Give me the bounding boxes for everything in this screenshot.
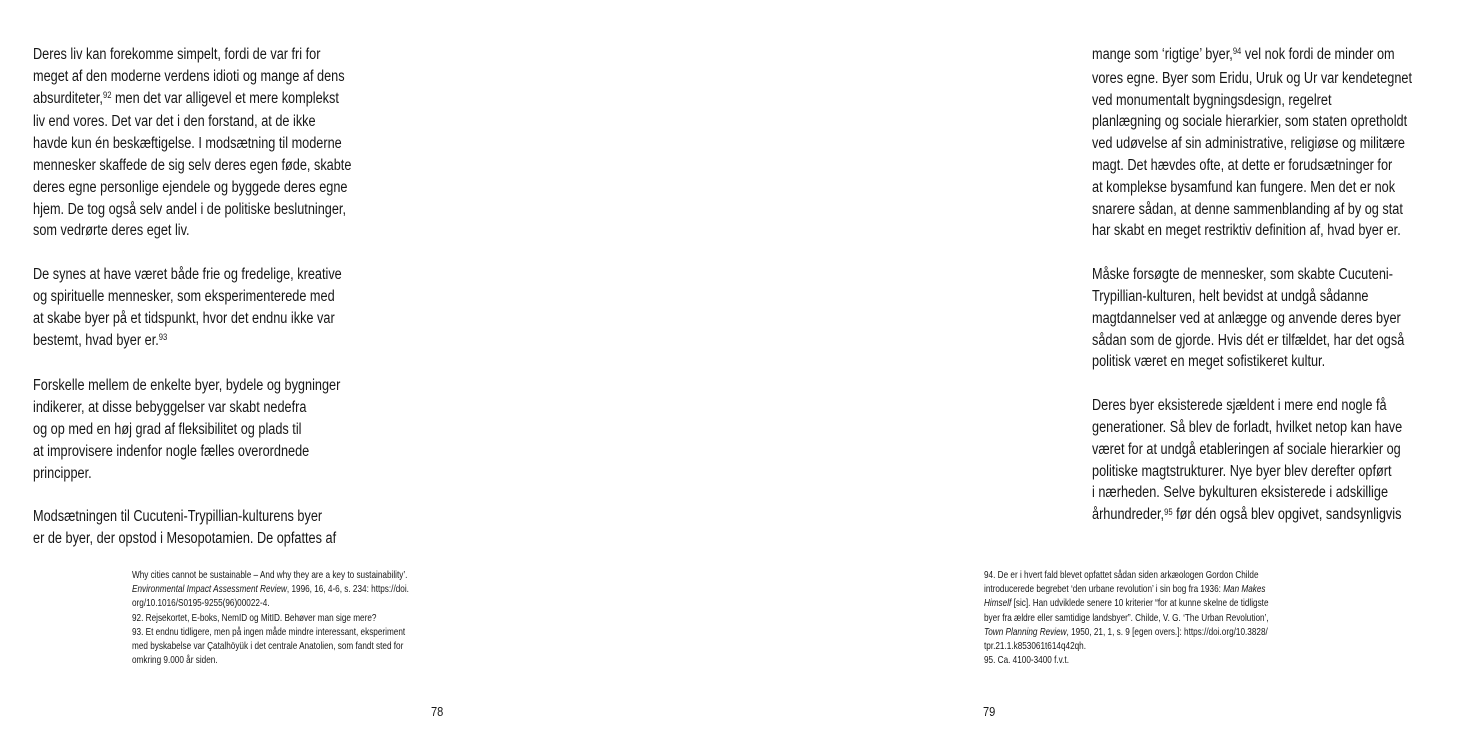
paragraph <box>33 44 410 242</box>
text-line: De synes at have været både frie og fredelige, kreative <box>33 266 342 284</box>
text-line: Deres byer eksisterede sjældent i mere end nogle få <box>1092 397 1387 415</box>
text-line: org/10.1016/S0195-9255(96)00022-4. <box>132 597 270 610</box>
page-left <box>0 0 480 754</box>
text-line: og spirituelle mennesker, som eksperimenterede med <box>33 287 335 305</box>
text-line: sådan som de gjorde. Hvis dét er tilfældet, har det også <box>1092 331 1405 349</box>
text-line: politisk været en meget sofistikeret kultur. <box>1092 353 1326 371</box>
text-line: 95. Ca. 4100-3400 f.v.t. <box>984 654 1069 667</box>
text-line: meget af den moderne verdens idioti og mange af dens <box>33 67 345 85</box>
text-line: at skabe byer på et tidspunkt, hvor det endnu ikke var <box>33 309 335 327</box>
text-line: generationer. Så blev de forladt, hvilket netop kan have <box>1092 418 1403 436</box>
text-line: Trypillian-kulturen, helt bevidst at undgå sådanne <box>1092 287 1369 305</box>
text-line: i nærheden. Selve bykulturen eksisterede i adskillige <box>1092 484 1389 502</box>
text-line: politiske magtstrukturer. Nye byer blev derefter opført <box>1092 462 1392 480</box>
text-line: introducerede begrebet ‘den urbane revolution’ i sin bog fra 1936: Man Makes <box>984 583 1266 596</box>
text-line: været for at undgå etableringen af sociale hierarkier og <box>1092 440 1401 458</box>
text-line: med byskabelse var Çatalhöyük i det centrale Anatolien, som fandt sted for <box>132 640 404 653</box>
page-number-left: 78 <box>431 704 444 719</box>
text-line: bestemt, hvad byer er.$^{93}$ <box>33 331 168 349</box>
text-line: at improvisere indenfor nogle fælles overordnede <box>33 442 310 460</box>
text-line: mange som ‘rigtige’ byer,$^{94}$ vel nok fordi de minder om <box>1092 46 1395 63</box>
left-page-footnotes <box>132 568 491 667</box>
text-line: og op med en høj grad af fleksibilitet og plads til <box>33 420 302 438</box>
paragraph <box>1092 395 1469 528</box>
footnote-marker: 92 <box>102 89 112 100</box>
text-line: Town Planning Review, 1950, 21, 1, s. 9 [egen overs.]: https://doi.org/10.3828/ <box>984 625 1268 638</box>
text-line: byer fra ældre eller samtidige landsbyer”. Childe, V. G. ‘The Urban Revolution’, <box>984 611 1269 624</box>
text-line: ved monumentalt bygningsdesign, regelret <box>1092 91 1332 109</box>
text-line: 92. Rejsekortet, E-boks, NemID og MitID. Behøver man sige mere? <box>132 611 377 624</box>
text-line: tpr.21.1.k853061t614q42qh. <box>984 640 1087 653</box>
page-right <box>480 0 1413 754</box>
text-line: århundreder,$^{95}$ før dén også blev opgivet, sandsynligvis <box>1092 506 1402 524</box>
text-line: Environmental Impact Assessment Review, 1996, 16, 4-6, s. 234: https://doi. <box>132 583 409 596</box>
paragraph <box>132 568 491 611</box>
text-line: principper. <box>33 464 92 482</box>
paragraph <box>984 568 1343 667</box>
paragraph <box>132 611 491 625</box>
text-line: ved udøvelse af sin administrative, religiøse og militære <box>1092 135 1405 153</box>
text-line: snarere sådan, at denne sammenblanding af by og stat <box>1092 200 1403 218</box>
text-line: planlægning og sociale hierarkier, som staten opretholdt <box>1092 113 1408 131</box>
right-page-body-text <box>1092 44 1469 550</box>
text-line: har skabt en meget restriktiv definition af, hvad byer er. <box>1092 222 1401 240</box>
text-line: mennesker skaffede de sig selv deres egen føde, skabte <box>33 156 352 174</box>
text-line: deres egne personlige ejendele og byggede deres egne <box>33 178 348 196</box>
paragraph <box>1092 44 1469 242</box>
text-line: liv end vores. Det var det i den forstand, at de ikke <box>33 113 316 131</box>
text-line: Deres liv kan forekomme simpelt, fordi de var fri for <box>33 46 321 63</box>
paragraph <box>1092 264 1469 373</box>
text-line: Why cities cannot be sustainable – And why they are a key to sustainability’. <box>132 569 408 581</box>
right-page-footnotes <box>984 568 1343 667</box>
text-line: indikerer, at disse bebyggelser var skabt nedefra <box>33 399 307 417</box>
text-line: Himself [sic]. Han udviklede senere 10 kriterier “for at kunne skelne de tidligste <box>984 597 1269 610</box>
text-line: er de byer, der opstod i Mesopotamien. De opfattes af <box>33 530 337 548</box>
text-line: at komplekse bysamfund kan fungere. Men det er nok <box>1092 178 1396 196</box>
text-line: 94. De er i hvert fald blevet opfattet sådan siden arkæologen Gordon Childe <box>984 569 1259 581</box>
page-number-right: 79 <box>983 704 996 719</box>
paragraph <box>33 264 410 353</box>
text-line: hjem. De tog også selv andel i de politiske beslutninger, <box>33 200 346 218</box>
text-line: 93. Et endnu tidligere, men på ingen måde mindre interessant, eksperiment <box>132 625 406 638</box>
text-line: Modsætningen til Cucuteni-Trypillian-kulturens byer <box>33 508 323 526</box>
text-line: Forskelle mellem de enkelte byer, bydele og bygninger <box>33 377 341 395</box>
text-line: magtdannelser ved at anlægge og anvende deres byer <box>1092 309 1401 327</box>
footnote-marker: 94 <box>1232 46 1242 57</box>
footnote-marker: 95 <box>1164 506 1173 517</box>
paragraph <box>33 506 410 550</box>
text-line: som vedrørte deres eget liv. <box>33 222 190 240</box>
text-line: omkring 9.000 år siden. <box>132 654 218 667</box>
text-line: Måske forsøgte de mennesker, som skabte Cucuteni- <box>1092 266 1393 284</box>
paragraph <box>132 625 491 668</box>
paragraph <box>33 375 410 484</box>
text-line: absurditeter,$^{92}$ men det var alligevel et mere komplekst <box>33 89 339 107</box>
text-line: vores egne. Byer som Eridu, Uruk og Ur var kendetegnet <box>1092 69 1413 87</box>
footnote-marker: 93 <box>158 331 168 342</box>
text-line: magt. Det hævdes ofte, at dette er forudsætninger for <box>1092 156 1393 174</box>
left-page-body-text <box>33 44 410 572</box>
text-line: havde kun én beskæftigelse. I modsætning til moderne <box>33 135 342 153</box>
